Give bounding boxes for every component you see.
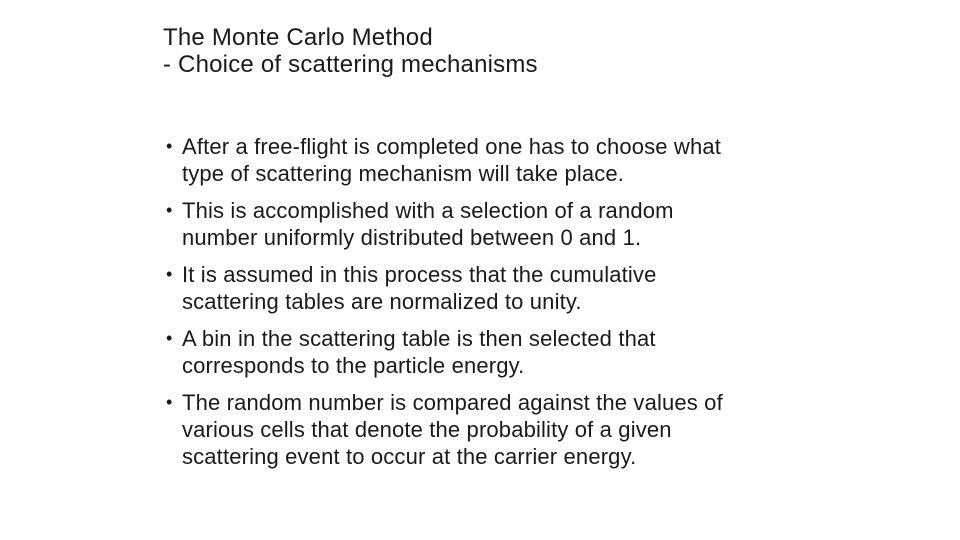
bullet-text-line: This is accomplished with a selection of a random bbox=[182, 198, 674, 223]
bullet-text-line: scattering event to occur at the carrier energy. bbox=[182, 444, 637, 469]
bullet-text-line: It is assumed in this process that the cumulative bbox=[182, 262, 657, 287]
slide-title bbox=[163, 24, 863, 78]
bullet-text-line: After a free-flight is completed one has to choose what bbox=[182, 134, 721, 159]
bullet-list bbox=[163, 133, 843, 480]
title-line-1: The Monte Carlo Method bbox=[163, 24, 433, 51]
bullet-item bbox=[163, 325, 843, 379]
bullet-icon: • bbox=[166, 264, 173, 284]
bullet-text-line: number uniformly distributed between 0 and 1. bbox=[182, 225, 642, 250]
bullet-icon: • bbox=[166, 136, 173, 156]
bullet-text-line: various cells that denote the probability of a given bbox=[182, 417, 672, 442]
bullet-item bbox=[163, 197, 843, 251]
bullet-icon: • bbox=[166, 392, 173, 412]
bullet-item bbox=[163, 261, 843, 315]
bullet-item bbox=[163, 133, 843, 187]
bullet-icon: • bbox=[166, 200, 173, 220]
title-line-2: - Choice of scattering mechanisms bbox=[163, 51, 538, 78]
bullet-text-line: corresponds to the particle energy. bbox=[182, 353, 525, 378]
bullet-text-line: The random number is compared against the values of bbox=[182, 390, 723, 415]
bullet-text-line: type of scattering mechanism will take place. bbox=[182, 161, 625, 186]
bullet-item bbox=[163, 389, 843, 470]
bullet-icon: • bbox=[166, 328, 173, 348]
bullet-text-line: A bin in the scattering table is then selected that bbox=[182, 326, 656, 351]
bullet-text-line: scattering tables are normalized to unity. bbox=[182, 289, 582, 314]
